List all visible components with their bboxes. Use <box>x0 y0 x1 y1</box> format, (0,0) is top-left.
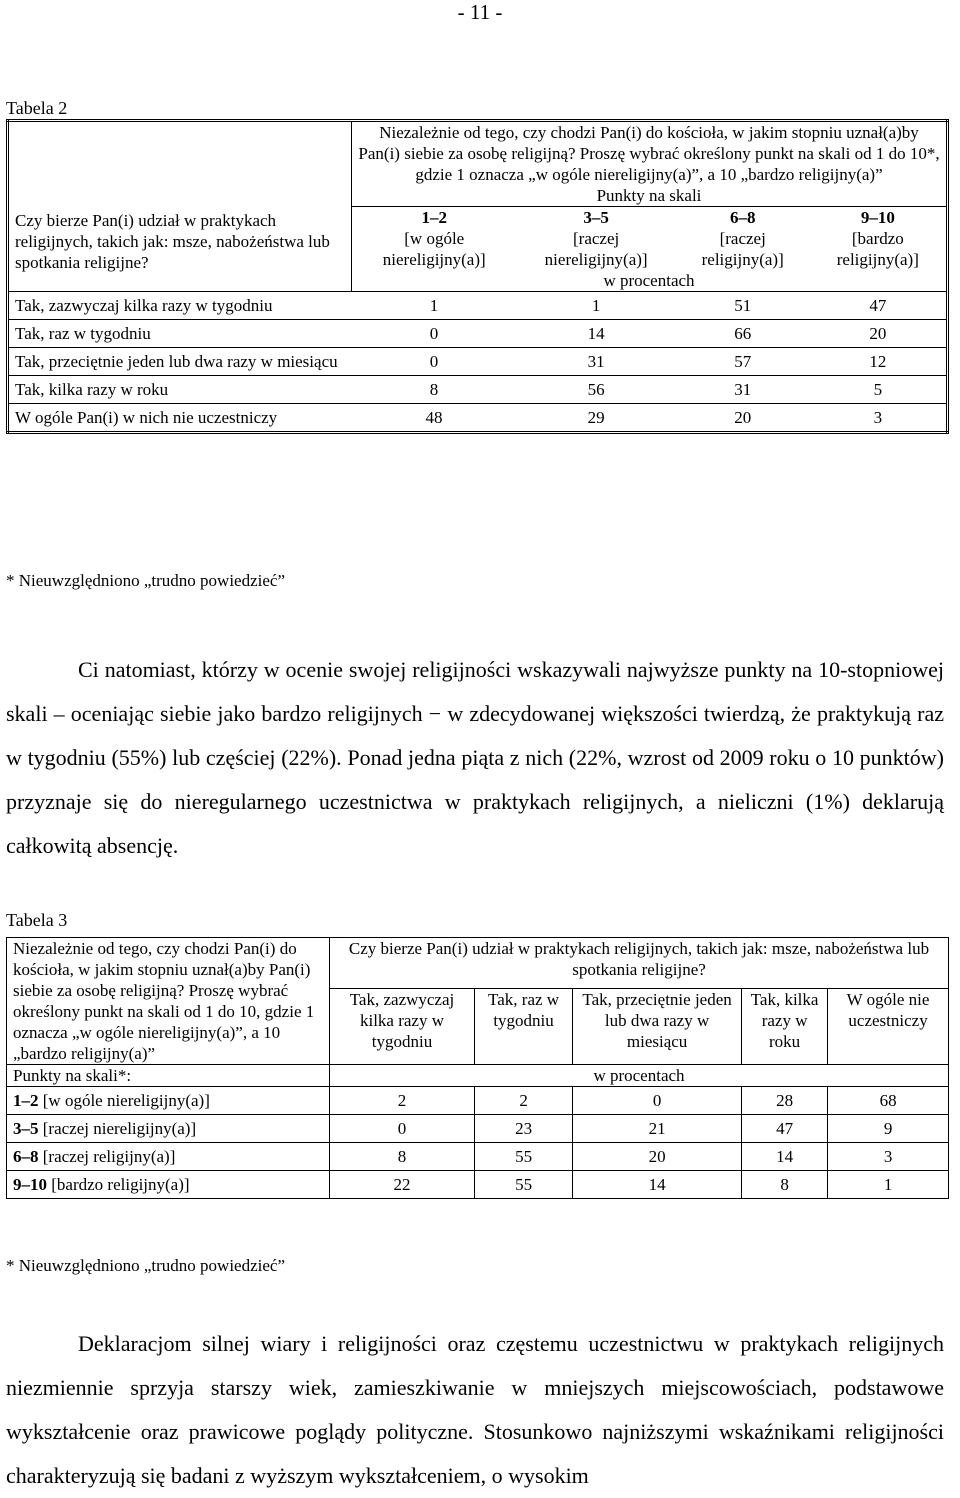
table-row <box>7 1115 949 1143</box>
table2-cell: 0 <box>352 320 517 348</box>
table3-cell: 55 <box>475 1143 573 1171</box>
table-row <box>8 320 948 348</box>
table-row <box>7 1171 949 1199</box>
table3-row-desc: [bardzo religijny(a)] <box>51 1175 190 1194</box>
table3-cell: 9 <box>828 1115 949 1143</box>
table3-col-header: Tak, przeciętnie jeden lub dwa razy w miesiącu <box>573 989 742 1065</box>
table3-row-label <box>7 1143 330 1171</box>
table3-cell: 2 <box>330 1087 475 1115</box>
table2-col-header <box>516 207 675 271</box>
table2-cell: 31 <box>676 376 810 404</box>
table2-cell: 1 <box>352 292 517 320</box>
paragraph-1: Ci natomiast, którzy w ocenie swojej religijności wskazywali najwyższe punkty na 10-stopniowej skali – oceniając siebie jako bardzo religijnych − w zdecydowanej większości twierdzą, że praktykują raz w tygodniu (55%) lub częściej (22%). Ponad jedna piąta z nich (22%, wzrost od 2009 roku o 10 punktów) przyznaje się do nieregularnego uczestnictwa w praktykach religijnych, a nieliczni (1%) deklarują całkowitą absencję. <box>6 657 944 858</box>
table-row <box>7 1143 949 1171</box>
table2-row-label: Tak, kilka razy w roku <box>8 376 352 404</box>
page-number: - 11 - <box>457 0 503 24</box>
table2-col-desc: [raczej niereligijny(a)] <box>544 229 648 269</box>
table3-cell: 20 <box>573 1143 742 1171</box>
table3-col-header: Tak, zazwyczaj kilka razy w tygodniu <box>330 989 475 1065</box>
table2-cell: 48 <box>352 404 517 433</box>
table3-cell: 22 <box>330 1171 475 1199</box>
table2-cell: 51 <box>676 292 810 320</box>
table2-scale-question <box>352 121 948 207</box>
table2-corner-question: Czy bierze Pan(i) udział w praktykach religijnych, takich jak: msze, nabożeństwa lub spotkania religijne? <box>8 121 352 292</box>
table2-row-label: Tak, zazwyczaj kilka razy w tygodniu <box>8 292 352 320</box>
table3-scale-label: Punkty na skali*: <box>7 1065 330 1087</box>
table2-col-desc: [w ogóle niereligijny(a)] <box>382 229 486 269</box>
table-row <box>8 348 948 376</box>
table2-cell: 47 <box>810 292 948 320</box>
table2-col-desc: [raczej religijny(a)] <box>701 229 784 269</box>
table2-col-desc: [bardzo religijny(a)] <box>836 229 919 269</box>
table3-col-header: Tak, raz w tygodniu <box>475 989 573 1065</box>
table3-corner-question: Niezależnie od tego, czy chodzi Pan(i) do kościoła, w jakim stopniu uznał(a)by Pan(i) siebie za osobę religijną? Proszę wybrać określony punkt na skali od 1 do 10, gdzie 1 oznacza „w ogóle niereligijny(a)”, a 10 „bardzo religijny(a)” <box>7 938 330 1065</box>
table2-row-label: W ogóle Pan(i) w nich nie uczestniczy <box>8 404 352 433</box>
table2-col-header <box>676 207 810 271</box>
table3-row-label <box>7 1115 330 1143</box>
table3-cell: 8 <box>330 1143 475 1171</box>
table2-row-label: Tak, przeciętnie jeden lub dwa razy w miesiącu <box>8 348 352 376</box>
table3-footnote: * Nieuwzględniono „trudno powiedzieć” <box>6 1256 285 1275</box>
table3-row-label <box>7 1087 330 1115</box>
table3-caption: Tabela 3 <box>6 910 68 930</box>
table3-cell: 3 <box>828 1143 949 1171</box>
table2 <box>6 119 949 434</box>
table3-row-range: 3–5 <box>13 1119 39 1138</box>
table3-cell: 14 <box>742 1143 828 1171</box>
table3-cell: 21 <box>573 1115 742 1143</box>
table3-cell: 28 <box>742 1087 828 1115</box>
table3 <box>6 937 949 1199</box>
table2-col-range: 6–8 <box>729 208 756 227</box>
table2-cell: 1 <box>516 292 675 320</box>
table-row <box>8 404 948 433</box>
table2-cell: 56 <box>516 376 675 404</box>
table2-cell: 57 <box>676 348 810 376</box>
table3-cell: 1 <box>828 1171 949 1199</box>
table3-cell: 0 <box>573 1087 742 1115</box>
table2-cell: 66 <box>676 320 810 348</box>
table2-cell: 20 <box>676 404 810 433</box>
table3-row-range: 9–10 <box>13 1175 47 1194</box>
paragraph-2: Deklaracjom silnej wiary i religijności oraz częstemu uczestnictwu w praktykach religijnych niezmiennie sprzyja starszy wiek, zamieszkiwanie w mniejszych miejscowościach, podstawowe wykształcenie oraz prawicowe poglądy polityczne. Stosunkowo najniższymi wskaźnikami religijności charakteryzują się badani z wyższym wykształceniem, o wysokim <box>6 1331 944 1488</box>
table2-cell: 3 <box>810 404 948 433</box>
table3-row-label <box>7 1171 330 1199</box>
table2-col-range: 3–5 <box>583 208 609 227</box>
table2-col-range: 9–10 <box>860 208 895 227</box>
table3-row-desc: [w ogóle niereligijny(a)] <box>42 1091 210 1110</box>
table-row <box>8 376 948 404</box>
table2-row-label: Tak, raz w tygodniu <box>8 320 352 348</box>
table2-col-header <box>352 207 517 271</box>
table2-unit: w procentach <box>603 271 695 290</box>
table3-cell: 55 <box>475 1171 573 1199</box>
table3-row-range: 6–8 <box>13 1147 39 1166</box>
table2-cell: 12 <box>810 348 948 376</box>
table2-scale-question-text: Niezależnie od tego, czy chodzi Pan(i) do kościoła, w jakim stopniu uznał(a)by Pan(i) siebie za osobę religijną? Proszę wybrać określony punkt na skali od 1 do 10*, gdzie 1 oznacza „w ogóle niereligijny(a)”, a 10 „bardzo religijny(a)” <box>358 123 940 184</box>
table2-cell: 29 <box>516 404 675 433</box>
table3-row-range: 1–2 <box>13 1091 39 1110</box>
table2-col-header <box>810 207 948 271</box>
table3-cell: 68 <box>828 1087 949 1115</box>
table3-col-header: Tak, kilka razy w roku <box>742 989 828 1065</box>
table2-cell: 5 <box>810 376 948 404</box>
table2-cell: 14 <box>516 320 675 348</box>
table2-caption: Tabela 2 <box>6 98 68 118</box>
table2-footnote: * Nieuwzględniono „trudno powiedzieć” <box>6 571 285 590</box>
table-row <box>7 1087 949 1115</box>
table2-scale-label: Punkty na skali <box>596 186 702 205</box>
table2-col-range: 1–2 <box>421 208 447 227</box>
table3-cell: 0 <box>330 1115 475 1143</box>
table-row <box>8 292 948 320</box>
table3-col-header: W ogóle nie uczestniczy <box>828 989 949 1065</box>
table3-cell: 8 <box>742 1171 828 1199</box>
table2-cell: 0 <box>352 348 517 376</box>
table3-cell: 2 <box>475 1087 573 1115</box>
table2-cell: 20 <box>810 320 948 348</box>
table3-cell: 14 <box>573 1171 742 1199</box>
table3-row-desc: [raczej niereligijny(a)] <box>42 1119 197 1138</box>
table3-practice-question: Czy bierze Pan(i) udział w praktykach religijnych, takich jak: msze, nabożeństwa lub spotkania religijne? <box>330 938 949 989</box>
table3-row-desc: [raczej religijny(a)] <box>42 1147 176 1166</box>
table2-cell: 31 <box>516 348 675 376</box>
table3-cell: 47 <box>742 1115 828 1143</box>
table3-unit: w procentach <box>330 1065 949 1087</box>
table3-cell: 23 <box>475 1115 573 1143</box>
table2-cell: 8 <box>352 376 517 404</box>
